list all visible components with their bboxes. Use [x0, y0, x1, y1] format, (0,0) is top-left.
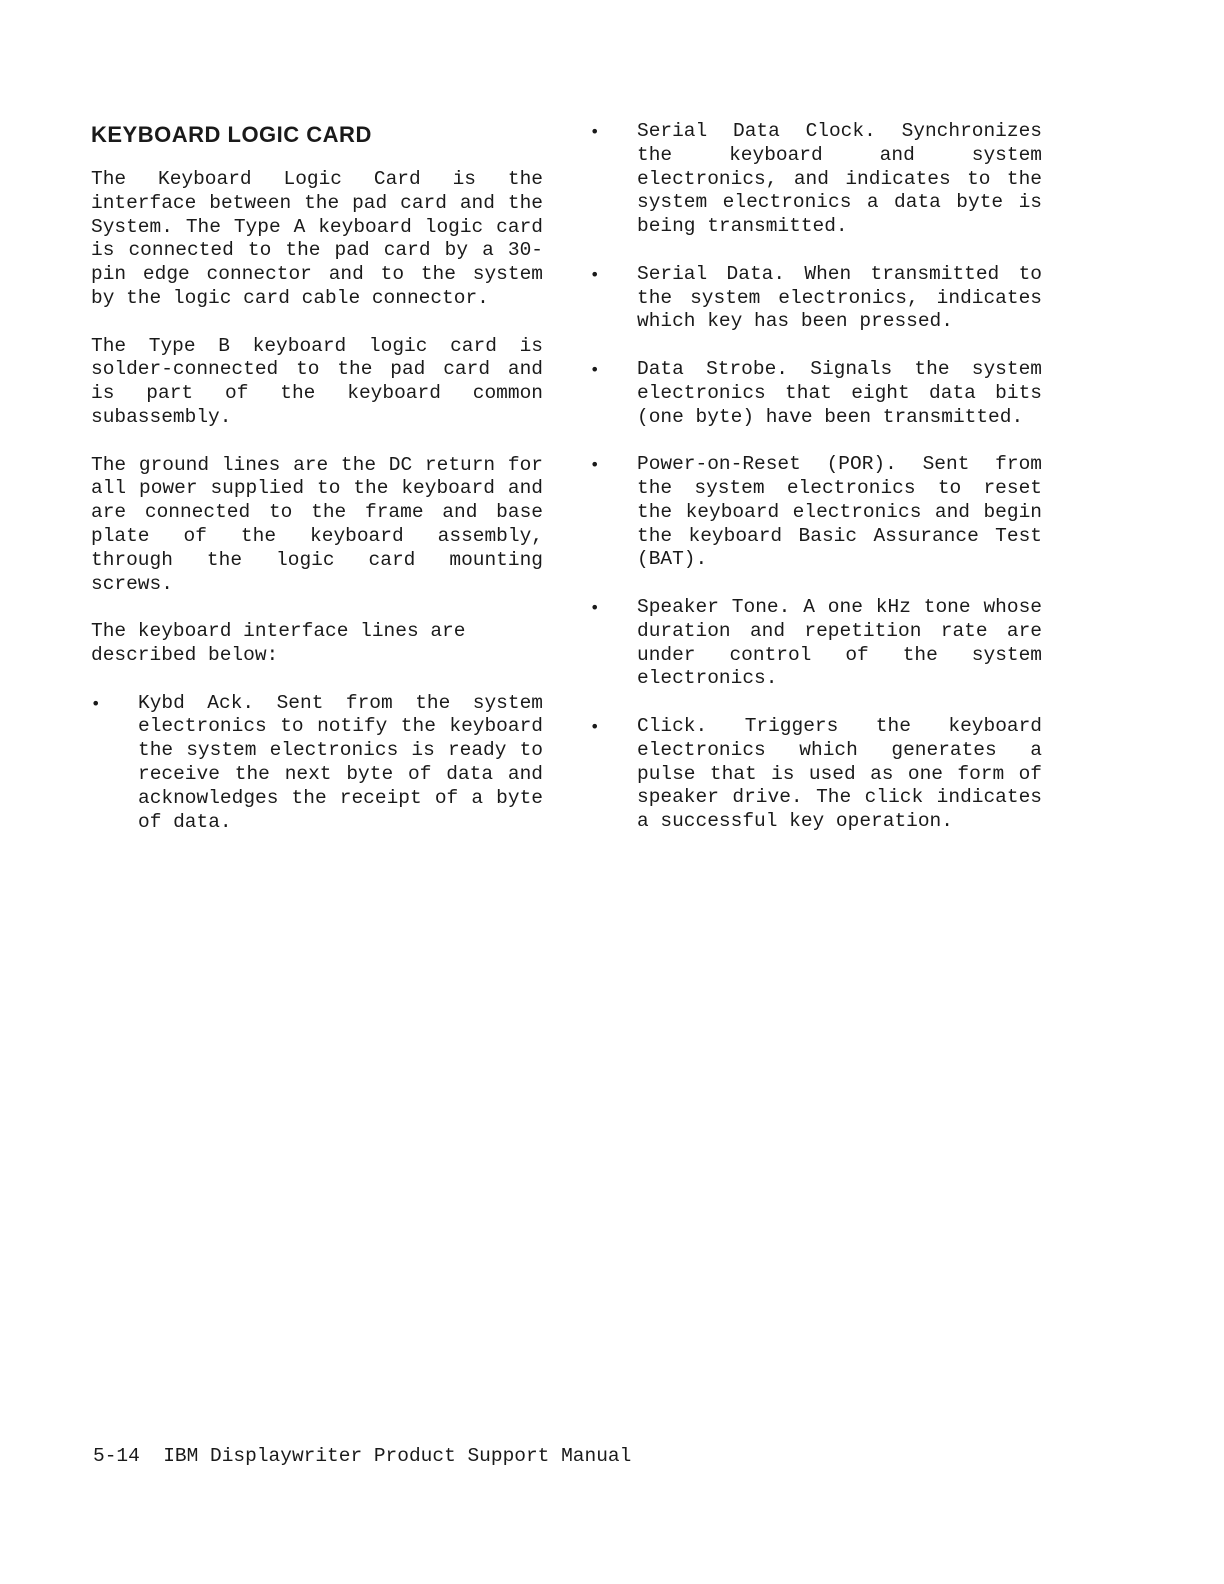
- right-column: [590, 120, 1042, 858]
- list-item-text: Serial Data. When transmitted to the system electronics, indicates which key has been pressed.: [637, 262, 1042, 333]
- list-item-text: Speaker Tone. A one kHz tone whose duration and repetition rate are under control of the system electronics.: [637, 595, 1042, 690]
- bullet-icon: •: [590, 264, 600, 284]
- list-item-data-strobe: [590, 358, 1042, 429]
- section-heading: KEYBOARD LOGIC CARD: [91, 122, 372, 147]
- list-item-text: Kybd Ack. Sent from the system electronics to notify the keyboard the system electronics is ready to receive the next byte of data and acknowledges the receipt of a byte of data.: [138, 691, 543, 833]
- page-number: 5-14: [93, 1445, 140, 1467]
- list-item-kybd-ack: [91, 692, 543, 835]
- page-footer: [93, 1444, 631, 1468]
- list-item-click: [590, 715, 1042, 834]
- ground-lines-paragraph: The ground lines are the DC return for all power supplied to the keyboard and are connected to the frame and base plate of the keyboard assembly, through the logic card mounting screws.: [91, 453, 543, 595]
- list-item-text: Data Strobe. Signals the system electronics that eight data bits (one byte) have been transmitted.: [637, 357, 1042, 428]
- list-item-text: Click. Triggers the keyboard electronics which generates a pulse that is used as one form of speaker drive. The click indicates a successful key operation.: [637, 714, 1042, 833]
- list-item-text: Power-on-Reset (POR). Sent from the system electronics to reset the keyboard electronics and begin the keyboard Basic Assurance Test (BAT).: [637, 453, 1042, 571]
- manual-title: IBM Displaywriter Product Support Manual: [163, 1445, 632, 1467]
- bullet-icon: •: [590, 716, 600, 736]
- list-item-speaker-tone: [590, 596, 1042, 691]
- bullet-icon: •: [590, 359, 600, 379]
- left-column: [91, 120, 543, 858]
- type-b-paragraph: The Type B keyboard logic card is solder-connected to the pad card and is part of the keyboard common subassembly.: [91, 334, 543, 428]
- list-item-serial-data: [590, 263, 1042, 334]
- bullet-icon: •: [590, 122, 600, 141]
- list-item-serial-data-clock: [590, 120, 1042, 239]
- interface-lines-paragraph: The keyboard interface lines are described below:: [91, 620, 466, 666]
- bullet-icon: •: [590, 597, 600, 617]
- list-item-power-on-reset: [590, 453, 1042, 572]
- list-item-text: Serial Data Clock. Synchronizes the keyboard and system electronics, and indicates to the system electronics a data byte is being transmitted.: [637, 120, 1042, 238]
- intro-paragraph: The Keyboard Logic Card is the interface between the pad card and the System. The Type A keyboard logic card is connected to the pad card by a 30-pin edge connector and to the system by the logic card cable connector.: [91, 168, 543, 309]
- bullet-icon: •: [91, 693, 101, 713]
- bullet-icon: •: [590, 455, 600, 475]
